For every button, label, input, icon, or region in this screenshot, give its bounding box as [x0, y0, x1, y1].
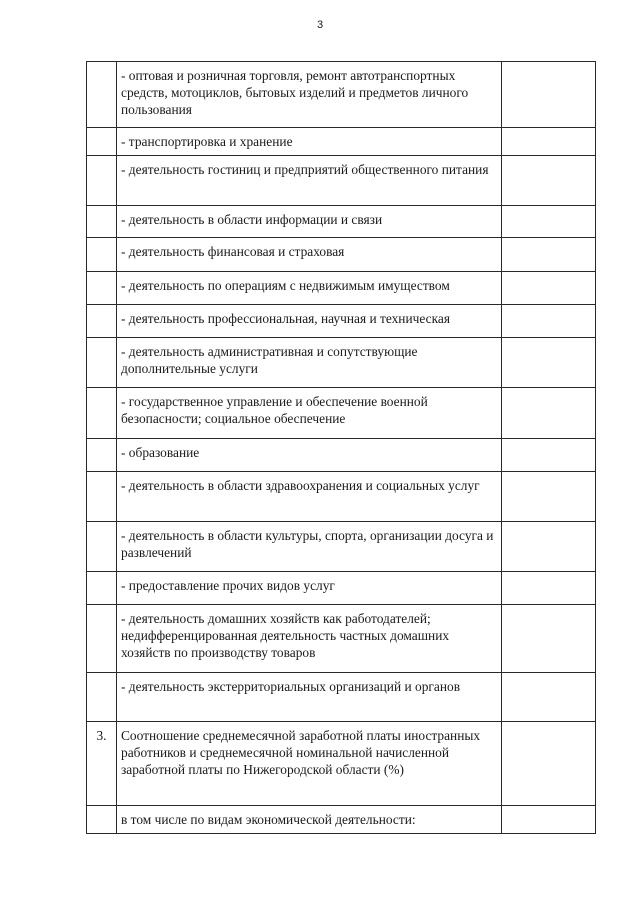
row-number-cell	[87, 388, 117, 439]
indicator-value-cell	[502, 272, 596, 305]
table-row	[87, 806, 596, 834]
indicator-value-cell	[502, 62, 596, 128]
indicator-name-cell: - деятельность финансовая и страховая	[117, 238, 502, 272]
indicator-value-cell	[502, 156, 596, 206]
table-row	[87, 605, 596, 673]
table-row	[87, 572, 596, 605]
indicator-name-cell: - деятельность по операциям с недвижимым имуществом	[117, 272, 502, 305]
row-number-cell	[87, 206, 117, 238]
indicator-name-cell: - деятельность в области информации и связи	[117, 206, 502, 238]
indicator-name-cell: - государственное управление и обеспечение военной безопасности; социальное обеспечение	[117, 388, 502, 439]
indicator-name-cell: - оптовая и розничная торговля, ремонт автотранспортных средств, мотоциклов, бытовых изделий и предметов личного пользования	[117, 62, 502, 128]
indicator-value-cell	[502, 388, 596, 439]
row-number-cell	[87, 156, 117, 206]
indicator-value-cell	[502, 522, 596, 572]
table-row	[87, 238, 596, 272]
row-number-cell	[87, 472, 117, 522]
table-row	[87, 522, 596, 572]
indicator-value-cell	[502, 128, 596, 156]
row-number-cell: 3.	[87, 722, 117, 806]
page-number: 3	[316, 19, 324, 31]
indicator-value-cell	[502, 472, 596, 522]
indicator-name-cell: - деятельность домашних хозяйств как работодателей; недифференцированная деятельность частных домашних хозяйств по производству товаров	[117, 605, 502, 673]
table-row	[87, 472, 596, 522]
table-row	[87, 722, 596, 806]
row-number-cell	[87, 572, 117, 605]
row-number-cell	[87, 238, 117, 272]
indicator-name-cell: - предоставление прочих видов услуг	[117, 572, 502, 605]
indicator-name-cell: - деятельность профессиональная, научная и техническая	[117, 305, 502, 338]
table-body	[87, 62, 596, 834]
table-row	[87, 305, 596, 338]
indicator-name-cell: - деятельность гостиниц и предприятий общественного питания	[117, 156, 502, 206]
row-number-cell	[87, 439, 117, 472]
indicator-name-cell: - деятельность в области культуры, спорта, организации досуга и развлечений	[117, 522, 502, 572]
row-number-cell	[87, 673, 117, 722]
indicator-value-cell	[502, 338, 596, 388]
row-number-cell	[87, 522, 117, 572]
table-row	[87, 62, 596, 128]
row-number-cell	[87, 128, 117, 156]
table-row	[87, 206, 596, 238]
indicator-name-cell: Соотношение среднемесячной заработной платы иностранных работников и среднемесячной номинальной начисленной заработной платы по Нижегородской области (%)	[117, 722, 502, 806]
indicator-value-cell	[502, 806, 596, 834]
row-number-cell	[87, 338, 117, 388]
indicator-name-cell: - образование	[117, 439, 502, 472]
table-row	[87, 272, 596, 305]
indicator-value-cell	[502, 305, 596, 338]
indicator-value-cell	[502, 238, 596, 272]
indicator-value-cell	[502, 439, 596, 472]
indicator-name-cell: в том числе по видам экономической деятельности:	[117, 806, 502, 834]
indicator-value-cell	[502, 722, 596, 806]
row-number-cell	[87, 272, 117, 305]
indicator-value-cell	[502, 605, 596, 673]
table-row	[87, 439, 596, 472]
indicator-name-cell: - транспортировка и хранение	[117, 128, 502, 156]
indicator-value-cell	[502, 673, 596, 722]
row-number-cell	[87, 305, 117, 338]
table-row	[87, 388, 596, 439]
indicator-name-cell: - деятельность экстерриториальных организаций и органов	[117, 673, 502, 722]
table-row	[87, 338, 596, 388]
table-row	[87, 156, 596, 206]
indicator-value-cell	[502, 206, 596, 238]
row-number-cell	[87, 62, 117, 128]
indicator-name-cell: - деятельность административная и сопутствующие дополнительные услуги	[117, 338, 502, 388]
table-row	[87, 128, 596, 156]
indicator-name-cell: - деятельность в области здравоохранения и социальных услуг	[117, 472, 502, 522]
row-number-cell	[87, 605, 117, 673]
table-row	[87, 673, 596, 722]
row-number-cell	[87, 806, 117, 834]
indicator-table	[86, 61, 596, 834]
indicator-value-cell	[502, 572, 596, 605]
